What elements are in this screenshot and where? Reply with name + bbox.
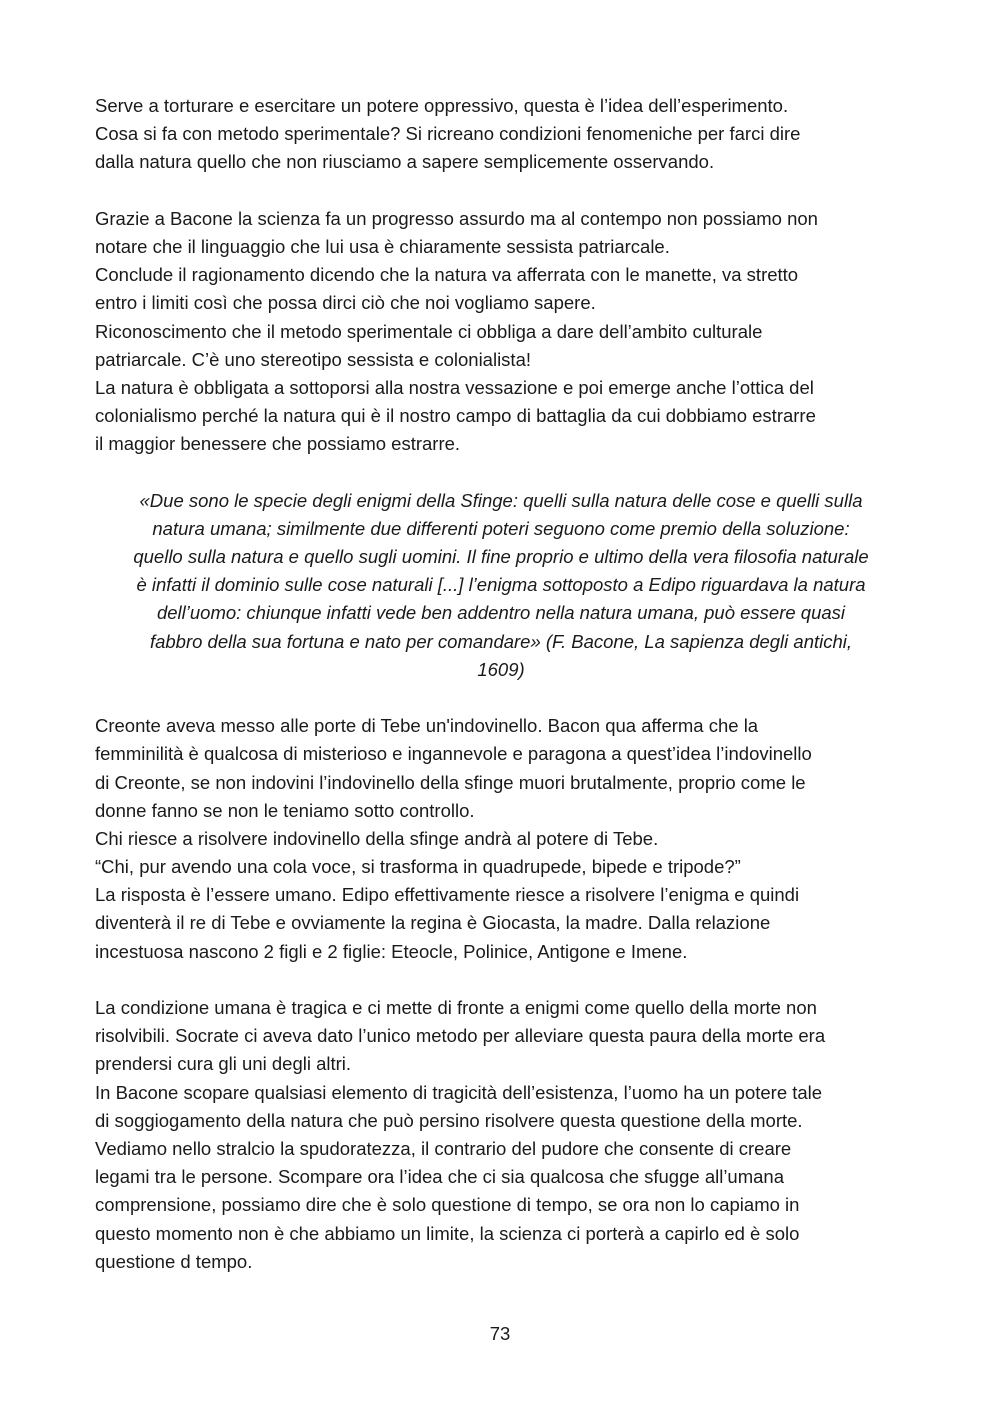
text-line: incestuosa nascono 2 figli e 2 figlie: Eteocle, Polinice, Antigone e Imene.: [95, 940, 688, 962]
quote-line: dell’uomo: chiunque infatti vede ben addentro nella natura umana, può essere quasi: [156, 602, 846, 624]
block-quote: [95, 487, 907, 684]
quote-line: «Due sono le specie degli enigmi della Sfinge: quelli sulla natura delle cose e quelli sulla: [139, 489, 863, 511]
page-number: 73: [489, 1323, 511, 1344]
text-line: prendersi cura gli uni degli altri.: [95, 1053, 352, 1075]
quote-line: quello sulla natura e quello sugli uomini. Il fine proprio e ultimo della vera filosofia naturale: [133, 546, 869, 567]
text-line: La condizione umana è tragica e ci mette di fronte a enigmi come quello della morte non: [95, 997, 817, 1018]
text-line: Grazie a Bacone la scienza fa un progresso assurdo ma al contempo non possiamo non: [95, 207, 818, 229]
document-body: [95, 92, 907, 1276]
text-line: di soggiogamento della natura che può persino risolvere questa questione della morte.: [95, 1109, 803, 1131]
text-line: questione d tempo.: [95, 1250, 253, 1272]
text-line: patriarcale. C’è uno stereotipo sessista e colonialista!: [95, 348, 532, 370]
text-line: Vediamo nello stralcio la spudoratezza, il contrario del pudore che consente di creare: [95, 1137, 792, 1159]
quote-line: è infatti il dominio sulle cose naturali [...] l’enigma sottoposto a Edipo riguardava la natura: [136, 574, 866, 596]
text-line: Chi riesce a risolvere indovinello della sfinge andrà al potere di Tebe.: [95, 827, 659, 849]
paragraph-gap: [95, 966, 907, 994]
quote-line: natura umana; similmente due differenti poteri seguono come premio della soluzione:: [152, 517, 850, 539]
quote-line: fabbro della sua fortuna e nato per comandare» (F. Bacone, La sapienza degli antichi,: [149, 630, 853, 652]
text-line: risolvibili. Socrate ci aveva dato l’unico metodo per alleviare questa paura della morte era: [95, 1025, 826, 1047]
paragraph-1: [95, 92, 907, 177]
text-line: Conclude il ragionamento dicendo che la natura va afferrata con le manette, va stretto: [95, 264, 799, 286]
text-line: Riconoscimento che il metodo sperimentale ci obbliga a dare dell’ambito culturale: [95, 320, 763, 342]
text-line: legami tra le persone. Scompare ora l’idea che ci sia qualcosa che sfugge all’umana: [95, 1166, 784, 1188]
text-line: colonialismo perché la natura qui è il nostro campo di battaglia da cui dobbiamo estrarre: [95, 405, 816, 427]
paragraph-gap: [95, 177, 907, 205]
text-line: femminilità è qualcosa di misterioso e ingannevole e paragona a quest’idea l’indovinello: [95, 743, 812, 765]
text-line: comprensione, possiamo dire che è solo questione di tempo, se ora non lo capiamo in: [95, 1194, 800, 1216]
paragraph-gap: [95, 458, 907, 486]
text-line: diventerà il re di Tebe e ovviamente la regina è Giocasta, la madre. Dalla relazione: [95, 912, 771, 934]
paragraph-4: [95, 994, 907, 1276]
text-line: il maggior benessere che possiamo estrarre.: [95, 433, 461, 455]
text-line: “Chi, pur avendo una cola voce, si trasforma in quadrupede, bipede e tripode?”: [95, 856, 741, 878]
text-line: notare che il linguaggio che lui usa è chiaramente sessista patriarcale.: [95, 235, 670, 257]
text-line: In Bacone scopare qualsiasi elemento di tragicità dell’esistenza, l’uomo ha un potere tale: [95, 1081, 823, 1103]
text-line: Creonte aveva messo alle porte di Tebe un'indovinello. Bacon qua afferma che la: [95, 715, 759, 737]
text-line: Serve a torturare e esercitare un potere oppressivo, questa è l’idea dell’esperimento.: [95, 95, 789, 116]
text-line: questo momento non è che abbiamo un limite, la scienza ci porterà a capirlo ed è solo: [95, 1222, 800, 1244]
text-line: donne fanno se non le teniamo sotto controllo.: [95, 799, 475, 821]
text-line: Cosa si fa con metodo sperimentale? Si ricreano condizioni fenomeniche per farci dire: [95, 123, 801, 145]
paragraph-3: [95, 712, 907, 966]
text-line: La risposta è l’essere umano. Edipo effettivamente riesce a risolvere l’enigma e quindi: [95, 884, 800, 906]
paragraph-2: [95, 205, 907, 459]
paragraph-gap: [95, 684, 907, 712]
text-line: di Creonte, se non indovini l’indovinello della sfinge muori brutalmente, proprio come le: [95, 771, 806, 793]
text-line: La natura è obbligata a sottoporsi alla nostra vessazione e poi emerge anche l’ottica del: [95, 376, 814, 398]
text-line: dalla natura quello che non riusciamo a sapere semplicemente osservando.: [95, 151, 715, 173]
quote-line: 1609): [477, 658, 525, 680]
text-line: entro i limiti così che possa dirci ciò che noi vogliamo sapere.: [95, 292, 596, 314]
